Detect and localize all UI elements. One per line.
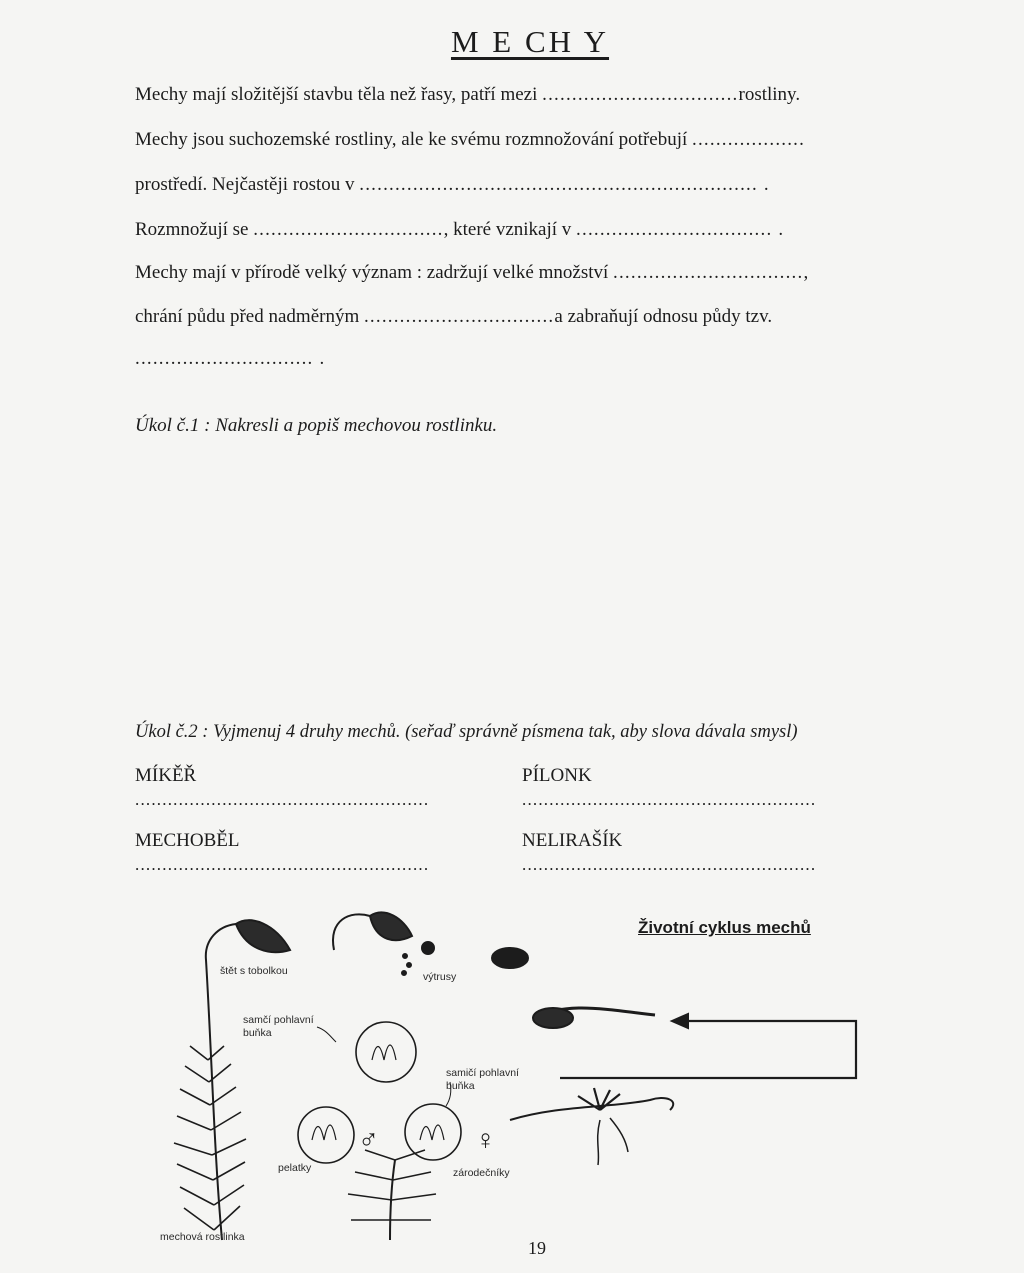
blank-7: .............................. . [135, 348, 326, 369]
blank-4a: ................................ [253, 219, 444, 240]
label-capsule: štět s tobolkou [220, 965, 288, 977]
word-2: PÍLONK [522, 765, 592, 786]
task-1: Úkol č.1 : Nakresli a popiš mechovou rostlinku. [135, 415, 498, 436]
page-number: 19 [528, 1238, 546, 1258]
line-5-text: Mechy mají v přírodě velký význam : zadržují velké množství [135, 262, 609, 283]
task-2: Úkol č.2 : Vyjmenuj 4 druhy mechů. (seřaď správně písmena tak, aby slova dávala smysl) [135, 722, 798, 742]
label-archegonia: zárodečníky [453, 1167, 510, 1179]
label-spores: výtrusy [423, 971, 457, 983]
life-cycle-title: Životní cyklus mechů [638, 918, 811, 937]
blank-3: ................................................................... . [359, 174, 770, 195]
blank-1: ................................. [542, 84, 739, 105]
line-1-end: rostliny. [738, 84, 801, 105]
word-3: MECHOBĚL [135, 830, 240, 851]
male-symbol: ♂ [358, 1125, 379, 1156]
word-1: MÍKĚŘ [135, 765, 197, 786]
answer-line-3[interactable]: ...................................................... [135, 855, 430, 874]
label-male-cell: samčí pohlavní buňka [243, 1014, 314, 1039]
page-title: M E CH Y [450, 24, 610, 59]
line-5-end: , [803, 262, 809, 283]
blank-6: ................................ [363, 306, 555, 327]
label-plant: mechová rostlinka [160, 1231, 245, 1243]
label-antheridia: pelatky [278, 1162, 312, 1174]
answer-line-4[interactable]: ...................................................... [522, 855, 817, 874]
line-6-text: chrání půdu před nadměrným [135, 306, 360, 327]
label-female-cell: samičí pohlavní buňka [446, 1067, 519, 1092]
blank-2: ................... [692, 129, 806, 150]
line-2-text: Mechy jsou suchozemské rostliny, ale ke svému rozmnožování potřebují [135, 129, 688, 150]
blank-5: ................................ [613, 262, 804, 283]
line-6-end: a zabraňují odnosu půdy tzv. [554, 306, 773, 327]
answer-line-2[interactable]: ...................................................... [522, 790, 817, 809]
female-symbol: ♀ [475, 1125, 496, 1156]
answer-line-1[interactable]: ...................................................... [135, 790, 430, 809]
line-4-mid: , které vznikají v [443, 219, 572, 240]
blank-4b: ................................. . [576, 219, 785, 240]
moss-leaves [174, 1046, 246, 1230]
line-3-text: prostředí. Nejčastěji rostou v [135, 174, 355, 195]
word-4: NELIRAŠÍK [522, 830, 623, 851]
line-1-text: Mechy mají složitější stavbu těla než řasy, patří mezi [135, 84, 538, 105]
line-4-text: Rozmnožují se [135, 219, 249, 240]
capsule-shape [236, 920, 290, 952]
